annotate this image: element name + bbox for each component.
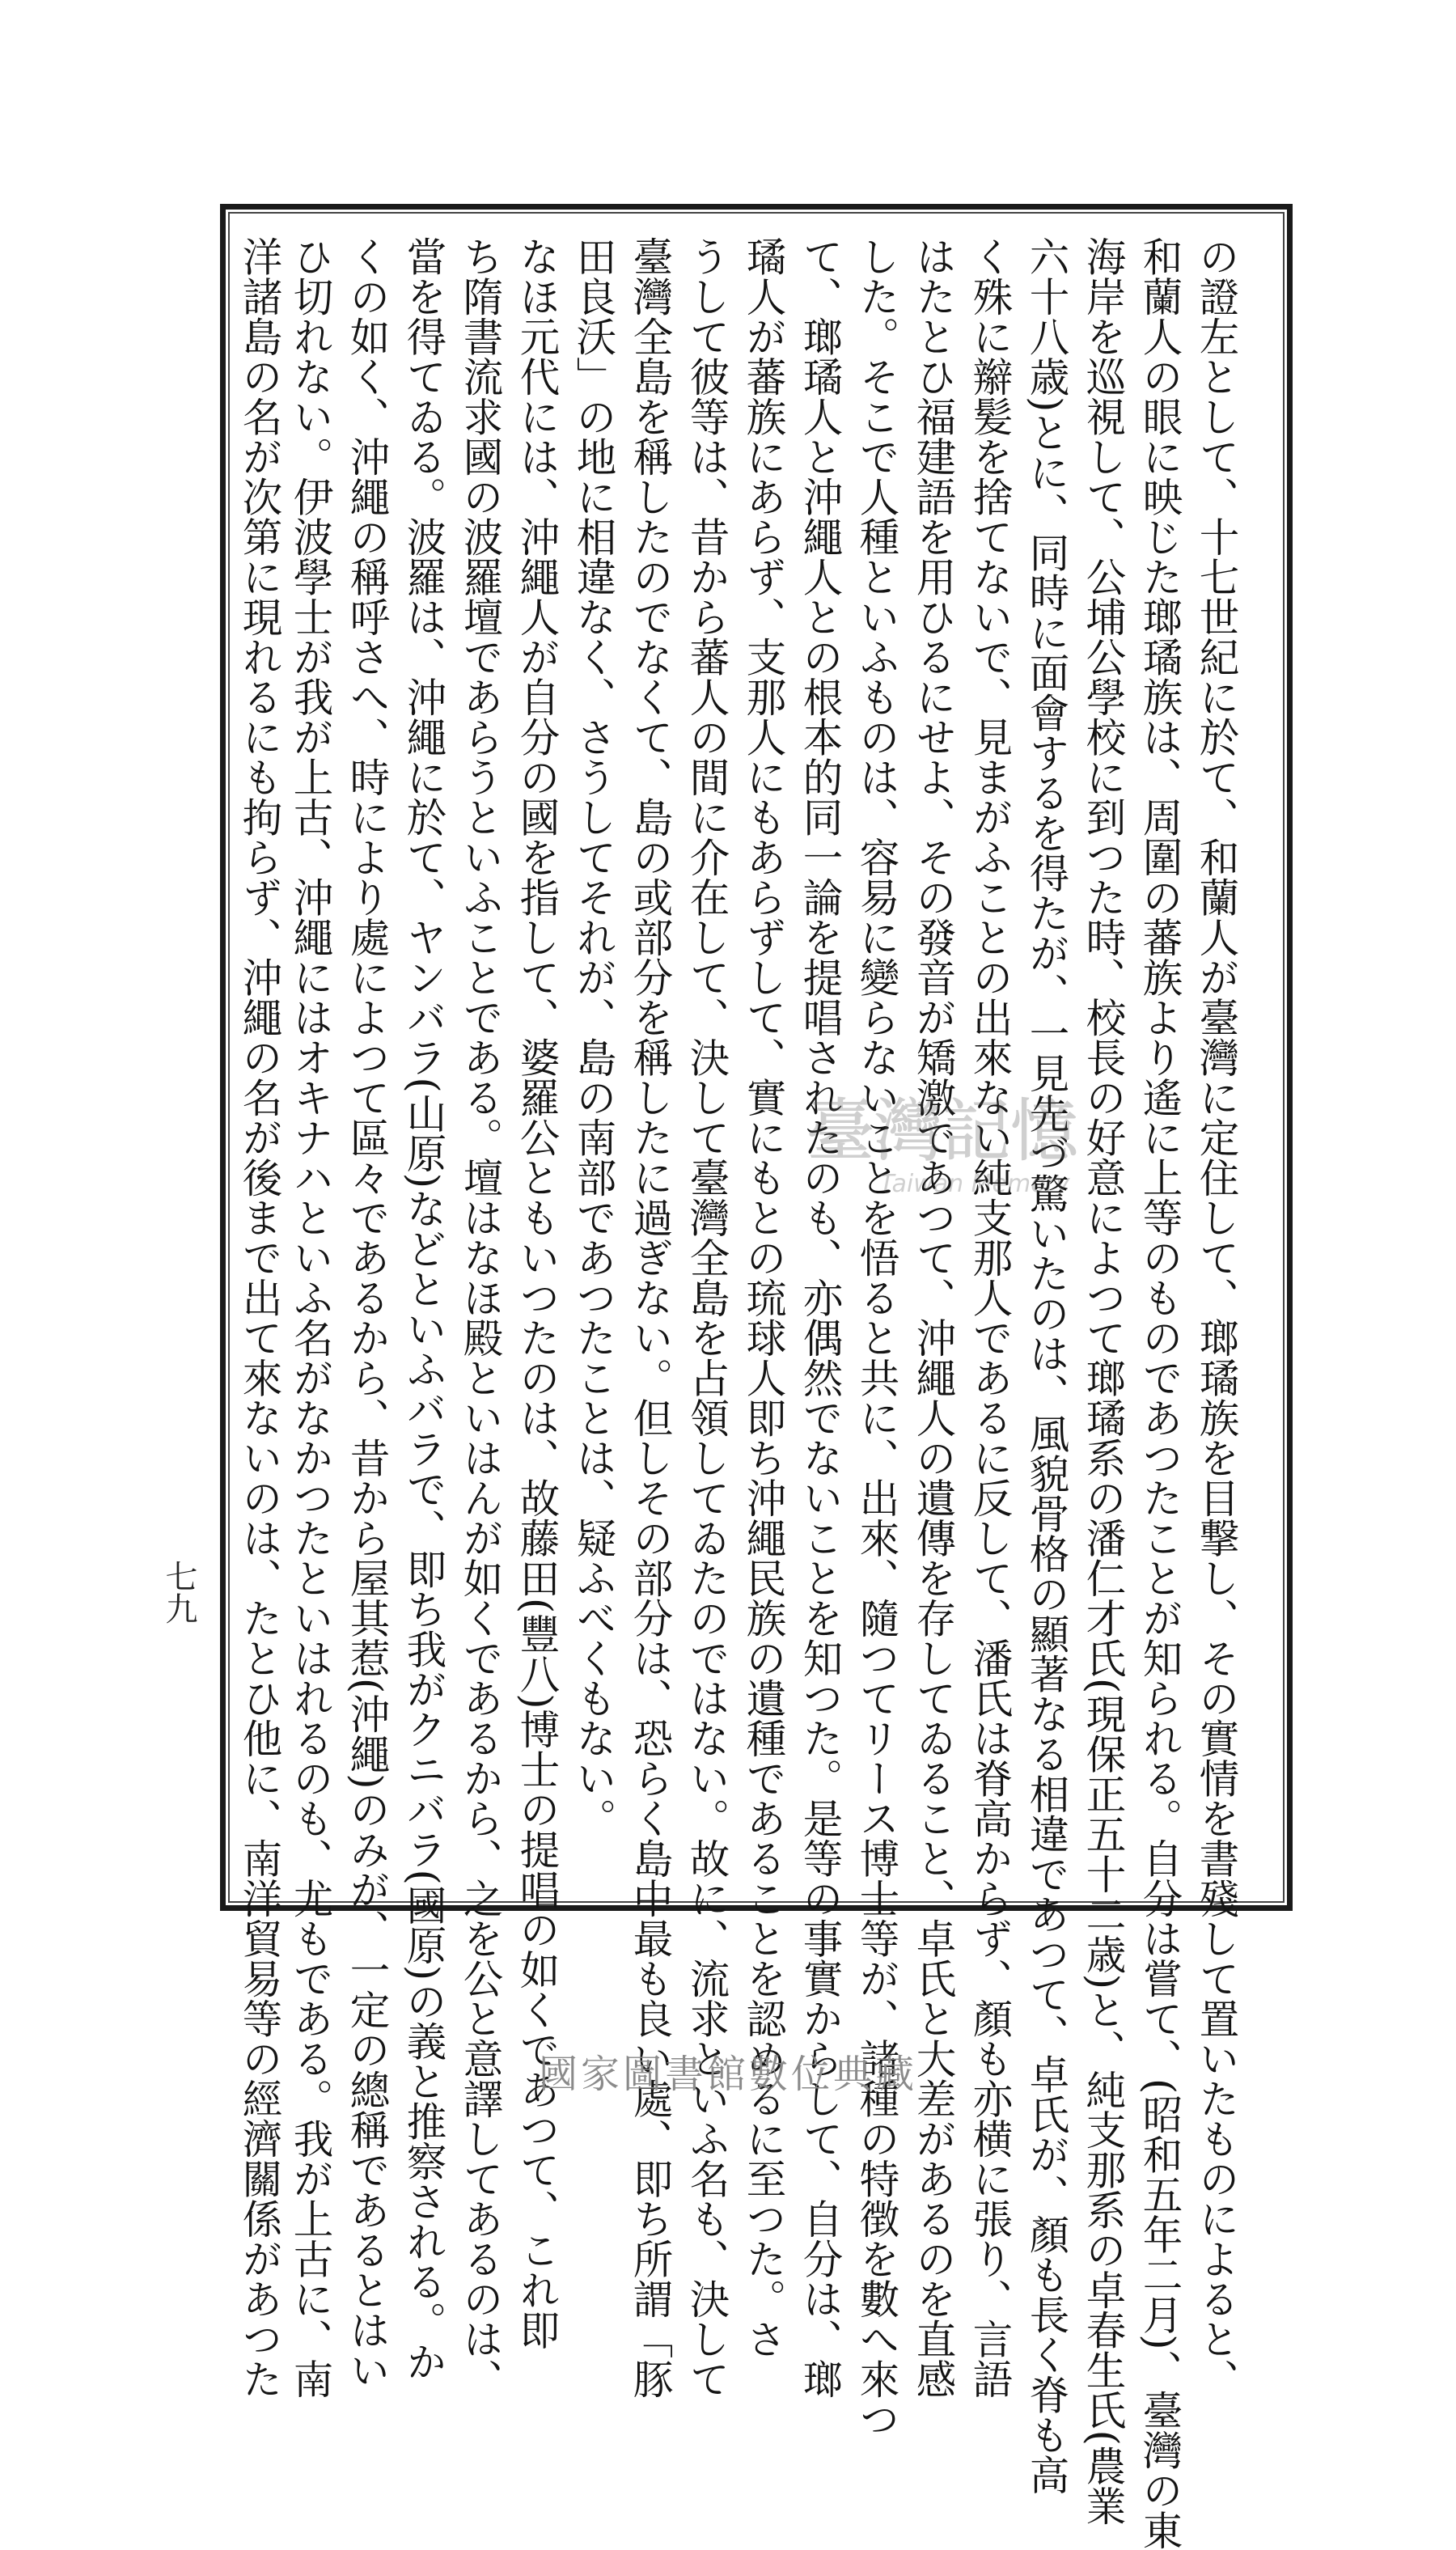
text-column: く殊に辮髪を捨てないで、見まがふことの出來ない純支那人であるに反して、潘氏は脊高からず、顏も亦横に張り、言語 bbox=[967, 236, 1014, 2399]
text-column: ひ切れない。伊波學士が我が上古、沖繩にはオキナハといふ名がなかつたといはれるのも、尤もである。我が上古に、南 bbox=[287, 236, 334, 2399]
text-column: 海岸を巡視して、公埔公學校に到つた時、校長の好意によつて瑯璚系の潘仁才氏(現保正五十二歳)と、純支那系の卓春生氏(農業 bbox=[1080, 236, 1127, 2526]
text-column: 六十八歳)とに、同時に面會するを得たが、一見先づ驚いたのは、風貌骨格の顯著なる相違であつて、卓氏が、顏も長く脊も高 bbox=[1023, 236, 1070, 2495]
text-column: くの如く、沖繩の稱呼さへ、時により處によつて區々であるから、昔から屋其惹(沖繩)のみが、一定の總稱であるとはい bbox=[344, 236, 391, 2391]
text-column: 璚人が蕃族にあらず、支那人にもあらずして、實にもとの琉球人即ち沖繩民族の遺種であることを認めるに至つた。さ bbox=[740, 236, 787, 2359]
text-column: はたとひ福建語を用ひるにせよ、その發音が矯激であつて、沖繩人の遺傳を存してゐること、卓氏と大差があるのを直感 bbox=[910, 236, 957, 2399]
text-column: した。そこで人種といふものは、容易に變らないことを悟ると共に、出來、隨つてリース博士等が、諸種の特徴を數へ來つ bbox=[853, 236, 900, 2439]
text-column: ち隋書流求國の波羅壇であらうといふことである。壇はなほ殿といはんが如くであるから、之を公と意譯してあるのは、 bbox=[457, 236, 504, 2399]
archive-footer: 國家圖書館數位典藏 bbox=[538, 2052, 917, 2097]
text-column: 洋諸島の名が次第に現れるにも拘らず、沖繩の名が後まで出て來ないのは、たとひ他に、南洋貿易等の經濟關係があつた bbox=[236, 236, 283, 2399]
text-column: 田良沃」の地に相違なく、さうしてそれが、島の南部であつたことは、疑ふべくもない。 bbox=[570, 236, 617, 1838]
watermark-seal-text: 臺灣記憶 bbox=[806, 1091, 1079, 1171]
text-column: うして彼等は、昔から蕃人の間に介在して、決して臺灣全島を占領してゐたのではない。故に、流求といふ名も、決して bbox=[684, 236, 730, 2399]
text-column: 臺灣全島を稱したのでなくて、島の或部分を稱したに過ぎない。但しその部分は、恐らく島中最も良い處、即ち所謂「豚 bbox=[627, 236, 674, 2399]
text-column: 和蘭人の眼に映じた瑯璚族は、周圍の蕃族より遙に上等のものであつたことが知られる。自分は嘗て、(昭和五年二月)、臺灣の東 bbox=[1136, 236, 1183, 2550]
text-column: て、瑯璚人と沖繩人との根本的同一論を提唱されたのも、亦偶然でないことを知つた。是等の事實からして、自分は、瑯 bbox=[797, 236, 844, 2399]
page-number: 七九 bbox=[160, 1560, 197, 1624]
text-column: 當を得てゐる。波羅は、沖繩に於て、ヤンバラ(山原)などといふバラで、即ち我がクニバラ(國原)の義と推察される。か bbox=[400, 236, 447, 2382]
watermark-subtitle: Taiwan Memory bbox=[879, 1170, 1070, 1198]
text-column: なほ元代には、沖繩人が自分の國を指して、婆羅公ともいつたのは、故藤田(豐八)博士の提唱の如くであつて、これ即 bbox=[514, 236, 561, 2350]
text-column: の證左として、十七世紀に於て、和蘭人が臺灣に定住して、瑯璚族を目撃し、その實情を書殘して置いたものによると、 bbox=[1193, 236, 1240, 2399]
